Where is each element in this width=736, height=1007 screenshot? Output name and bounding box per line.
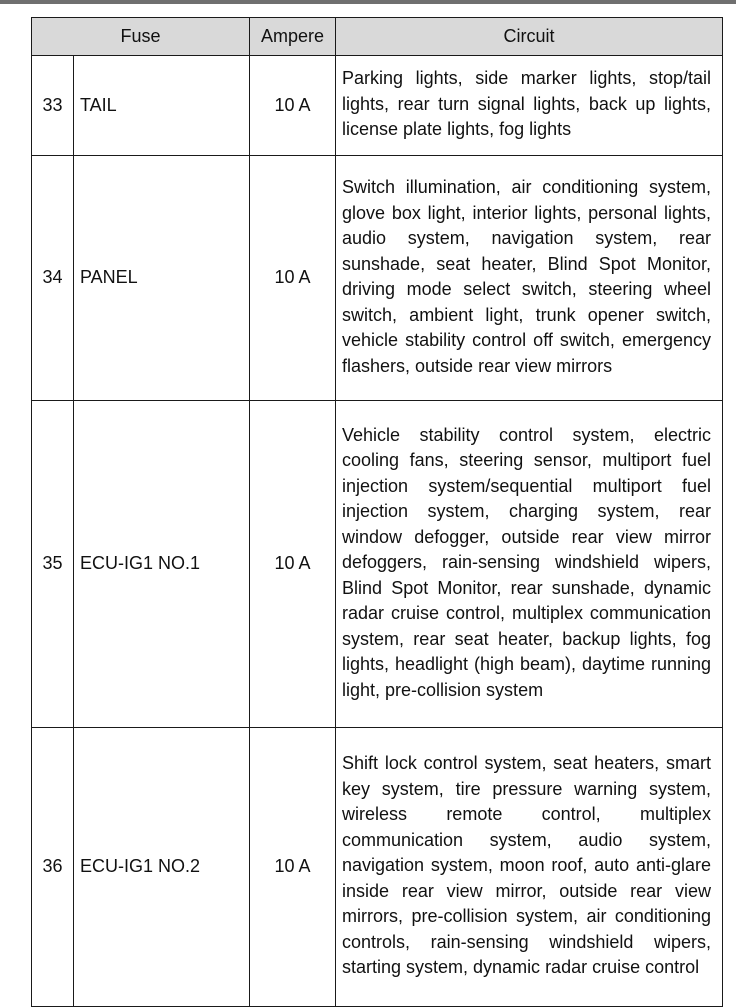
fuse-number: 33 (32, 56, 74, 156)
fuse-name: PANEL (74, 156, 250, 401)
fuse-number: 35 (32, 401, 74, 728)
table-row (32, 56, 723, 156)
circuit-header: Circuit (336, 18, 723, 56)
fuse-ampere: 10 A (250, 156, 336, 401)
fuse-number: 36 (32, 728, 74, 1007)
ampere-header: Ampere (250, 18, 336, 56)
table-row (32, 156, 723, 401)
fuse-circuit: Shift lock control system, seat heaters, smart key system, tire pressure warning system, wireless remote control, multiplex communication system, audio system, navigation system, moon roof, auto anti-glare inside rear view mirror, outside rear view mirrors, pre-collision system, air conditioning controls, rain-sensing windshield wipers, starting system, dynamic radar cruise control (336, 728, 723, 1007)
fuse-circuit: Switch illumination, air conditioning system, glove box light, interior lights, personal lights, audio system, navigation system, rear sunshade, seat heater, Blind Spot Monitor, driving mode select switch, steering wheel switch, ambient light, trunk opener switch, vehicle stability control off switch, emergency flashers, outside rear view mirrors (336, 156, 723, 401)
fuse-table (31, 17, 723, 1007)
fuse-ampere: 10 A (250, 56, 336, 156)
fuse-ampere: 10 A (250, 401, 336, 728)
fuse-header: Fuse (32, 18, 250, 56)
fuse-name: ECU-IG1 NO.2 (74, 728, 250, 1007)
fuse-name: ECU-IG1 NO.1 (74, 401, 250, 728)
fuse-number: 34 (32, 156, 74, 401)
header-row (32, 18, 723, 56)
table-row (32, 401, 723, 728)
fuse-circuit: Parking lights, side marker lights, stop/tail lights, rear turn signal lights, back up lights, license plate lights, fog lights (336, 56, 723, 156)
top-rule (0, 0, 736, 4)
fuse-ampere: 10 A (250, 728, 336, 1007)
fuse-circuit: Vehicle stability control system, electric cooling fans, steering sensor, multiport fuel injection system/sequential multiport fuel injection system, charging system, rear window defogger, outside rear view mirror defoggers, rain-sensing windshield wipers, Blind Spot Monitor, rear sunshade, dynamic radar cruise control, multiplex communication system, rear seat heater, backup lights, fog lights, headlight (high beam), daytime running light, pre-collision system (336, 401, 723, 728)
fuse-name: TAIL (74, 56, 250, 156)
table-row (32, 728, 723, 1007)
